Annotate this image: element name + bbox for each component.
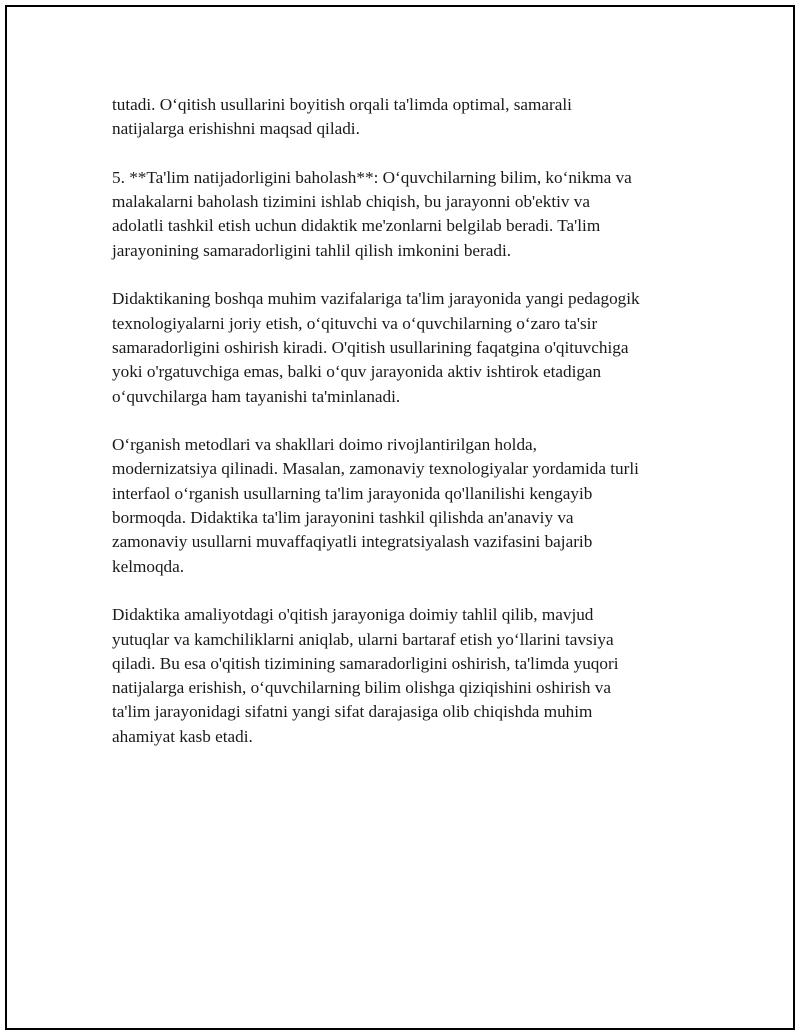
paragraph-other-tasks: Didaktikaning boshqa muhim vazifalariga ta'lim jarayonida yangi pedagogik texnologiyalarni joriy etish, o‘qituvchi va o‘quvchilarning o‘zaro ta'sir samaradorligini oshirish kiradi. O'qitish usullarining faqatgina o'qituvchiga yoki o'rgatuvchiga emas, balki o‘quv jarayonida aktiv ishtirok etadigan o‘quvchilarga ham tayanishi ta'minlanadi. [112,289,640,406]
paragraph-learning-methods: O‘rganish metodlari va shakllari doimo rivojlantirilgan holda, modernizatsiya qilinadi. Masalan, zamonaviy texnologiyalar yordamida turli interfaol o‘rganish usullarning ta'lim jarayonida qo'llanilishi kengayib bormoqda. Didaktika ta'lim jarayonini tashkil qilishda an'anaviy va zamonaviy usullarni muvaffaqiyatli integratsiyalash vazifasini bajarib kelmoqda. [112,435,639,576]
paragraph-practice-analysis: Didaktika amaliyotdagi o'qitish jarayoniga doimiy tahlil qilib, mavjud yutuqlar va kamchiliklarni aniqlab, ularni bartaraf etish yo‘llarini tavsiya qiladi. Bu esa o'qitish tizimining samaradorligini oshirish, ta'limda yuqori natijalarga erishish, o‘quvchilarning bilim olishga qiziqishini oshirish va ta'lim jarayonidagi sifatni yangi sifat darajasiga olib chiqishda muhim ahamiyat kasb etadi. [112,605,619,746]
paragraph-item-5: 5. **Ta'lim natijadorligini baholash**: O‘quvchilarning bilim, ko‘nikma va malakalarni baholash tizimini ishlab chiqish, bu jarayonni ob'ektiv va adolatli tashkil etish uchun didaktik me'zonlarni belgilab beradi. Ta'lim jarayonining samaradorligini tahlil qilish imkonini beradi. [112,167,632,260]
document-body [112,93,692,773]
paragraph-continuation: tutadi. O‘qitish usullarini boyitish orqali ta'limda optimal, samarali natijalarga erishishni maqsad qiladi. [112,95,572,139]
